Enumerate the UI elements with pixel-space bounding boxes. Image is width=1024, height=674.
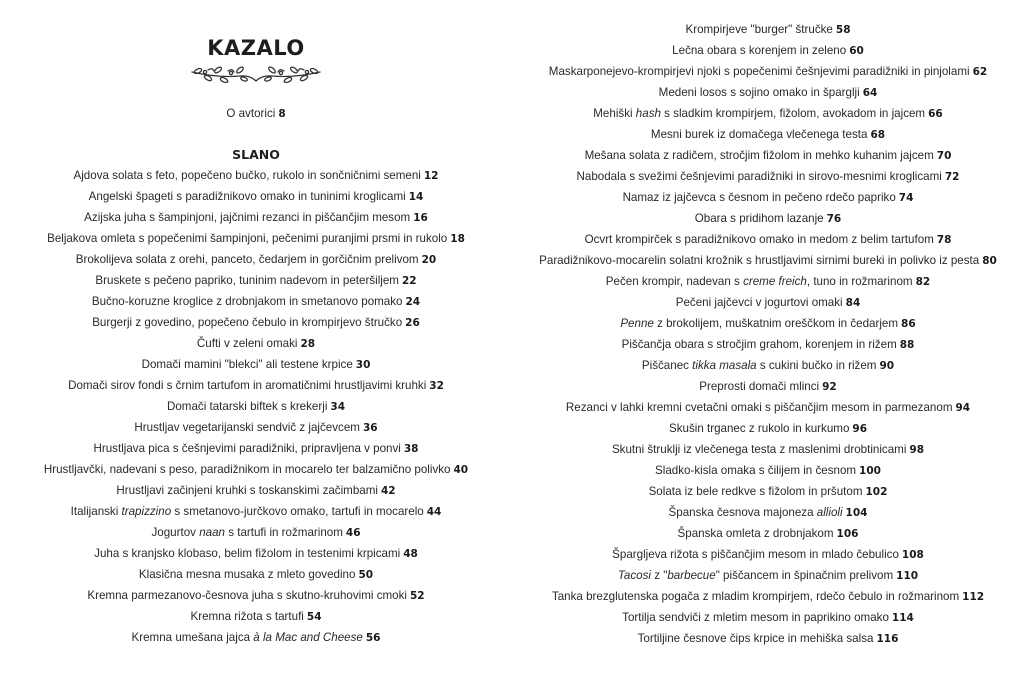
- toc-entry-about[interactable]: [0, 106, 512, 127]
- entry-title: [612, 548, 899, 561]
- entry-title-text: Beljakova omleta s popečenimi šampinjoni, pečenimi puranjimi prsmi in rukolo: [47, 232, 448, 245]
- page-number: 44: [426, 506, 442, 518]
- entry-title: [622, 611, 889, 624]
- toc-entry[interactable]: [0, 441, 512, 462]
- toc-entry[interactable]: [0, 168, 512, 189]
- entry-title: [612, 443, 906, 456]
- page-number: 38: [403, 443, 419, 455]
- toc-entry[interactable]: [512, 547, 1024, 568]
- page-number: 88: [899, 339, 915, 351]
- page-number: 54: [306, 611, 322, 623]
- toc-entry[interactable]: [0, 315, 512, 336]
- toc-entry[interactable]: [512, 589, 1024, 610]
- entry-title: [549, 65, 970, 78]
- entry-title-text: Medeni losos s sojino omako in šparglji: [658, 86, 860, 99]
- page-number: 30: [355, 359, 371, 371]
- entry-title-text: Piščanec: [641, 359, 693, 372]
- toc-entry[interactable]: [512, 85, 1024, 106]
- entry-title: [699, 380, 819, 393]
- page-number: 46: [345, 527, 361, 539]
- toc-entry[interactable]: [0, 525, 512, 546]
- toc-entry[interactable]: [512, 106, 1024, 127]
- entry-title-text: Pečen krompir, nadevan s: [605, 275, 744, 288]
- entry-title-text: Šparglјeva rižota s piščančjim mesom in mlado čebulico: [612, 548, 899, 561]
- toc-entry[interactable]: [512, 526, 1024, 547]
- page-number: 20: [421, 254, 437, 266]
- page-number: 22: [401, 275, 417, 287]
- toc-entry[interactable]: [512, 190, 1024, 211]
- entry-title: [84, 211, 410, 224]
- toc-entry[interactable]: [512, 484, 1024, 505]
- entry-title-text: Nabodala s svežimi češnjevimi paradižniki in sirovo-mesnimi kroglicami: [576, 170, 942, 183]
- entry-title-text: Angelski špageti s paradižnikovo omako in tuninimi kroglicami: [88, 190, 406, 203]
- entry-title: [676, 296, 843, 309]
- entry-title: [539, 254, 979, 267]
- entry-title: [622, 338, 897, 351]
- entry-title: [68, 379, 426, 392]
- toc-entry[interactable]: [512, 610, 1024, 631]
- page-number: 114: [891, 612, 914, 624]
- entry-title: [638, 632, 874, 645]
- entry-title: [585, 149, 934, 162]
- entry-title: O avtorici: [226, 107, 276, 120]
- toc-entry[interactable]: [0, 504, 512, 525]
- page-number: 8: [278, 108, 286, 120]
- entry-title: [695, 212, 824, 225]
- toc-entry[interactable]: [512, 505, 1024, 526]
- entry-title: [649, 485, 863, 498]
- entry-title-text: Kremna parmezanovo-česnova juha s skutno-kruhovimi cmoki: [87, 589, 407, 602]
- toc-entry[interactable]: [0, 210, 512, 231]
- entry-title-italic: tikka masala: [692, 359, 757, 372]
- page-number: 104: [845, 507, 868, 519]
- entry-title-text: " piščancem in špinačnim prelivom: [715, 569, 894, 582]
- entry-title: [94, 442, 401, 455]
- toc-entry[interactable]: [0, 609, 512, 630]
- entry-title-text: Domači tatarski biftek s krekerji: [166, 400, 328, 413]
- entry-title-italic: Tacosi: [617, 569, 651, 582]
- toc-entry[interactable]: [0, 483, 512, 504]
- toc-entry[interactable]: [0, 546, 512, 567]
- entry-title-text: Mešana solata z radičem, stročjim fižolom in mehko kuhanim jajcem: [584, 149, 934, 162]
- entry-title-italic: à la Mac and Cheese: [253, 631, 363, 644]
- entry-title-text: Lečna obara s korenjem in zeleno: [672, 44, 847, 57]
- entry-title-text: Tortilja sendviči z mletim mesom in paprikino omako: [622, 611, 889, 624]
- entry-title-text: Rezanci v lahki kremni cvetačni omaki s piščančjim mesom in parmezanom: [565, 401, 953, 414]
- toc-entry[interactable]: [512, 232, 1024, 253]
- toc-entry[interactable]: [0, 336, 512, 357]
- toc-entry[interactable]: [512, 169, 1024, 190]
- entry-title: [669, 422, 849, 435]
- entry-title-italic: creme freich: [743, 275, 807, 288]
- page-number: 94: [955, 402, 971, 414]
- entry-title: [134, 421, 360, 434]
- entry-title-text: Italijanski: [70, 505, 122, 518]
- page-number: 78: [936, 234, 952, 246]
- entry-title-text: , tuno in rožmarinom: [806, 275, 913, 288]
- toc-entry[interactable]: [512, 295, 1024, 316]
- entry-title-text: Krompirjeve "burger" štručke: [685, 23, 833, 36]
- page-number: 80: [982, 255, 997, 267]
- toc-entry[interactable]: [512, 631, 1024, 652]
- entry-title-text: Hrustljava pica s češnjevimi paradižniki, pripravljena v ponvi: [93, 442, 401, 455]
- entry-title: [606, 275, 913, 288]
- entry-title: [585, 233, 934, 246]
- entry-title-text: Kremna rižota s tartufi: [190, 610, 304, 623]
- entry-title-text: s smetanovo-jurčkovo omako, tartufi in mocarelo: [171, 505, 424, 518]
- entry-title: [47, 232, 447, 245]
- entry-title-text: Ocvrt krompirček s paradižnikovo omako in medom z belim tartufom: [584, 233, 934, 246]
- entry-title: [566, 401, 953, 414]
- entry-title-italic: naan: [199, 526, 225, 539]
- entry-title-text: Domači sirov fondi s črnim tartufom in aromatičnimi hrustljavimi kruhki: [68, 379, 427, 392]
- page-number: 82: [915, 276, 931, 288]
- page-number: 58: [835, 24, 851, 36]
- toc-list-left: [0, 168, 512, 651]
- toc-entry[interactable]: [512, 442, 1024, 463]
- entry-title-italic: Penne: [620, 317, 654, 330]
- entry-title: [142, 358, 353, 371]
- entry-title-text: Obara s pridihom lazanje: [694, 212, 824, 225]
- entry-title-text: Španska omleta z drobnjakom: [677, 527, 834, 540]
- toc-entry[interactable]: [512, 316, 1024, 337]
- toc-entry[interactable]: [0, 252, 512, 273]
- entry-title: [74, 169, 421, 182]
- entry-title: [92, 316, 402, 329]
- entry-title-italic: hash: [635, 107, 661, 120]
- entry-title-text: Brokolijeva solata z orehi, panceto, čedarjem in gorčičnim prelivom: [75, 253, 419, 266]
- entry-title-italic: barbecue: [667, 569, 716, 582]
- entry-title-italic: trapizzino: [121, 505, 172, 518]
- page-number: 90: [879, 360, 895, 372]
- page-number: 64: [862, 87, 878, 99]
- page-number: 18: [450, 233, 465, 245]
- entry-title-text: Jogurtov: [151, 526, 200, 539]
- entry-title: [659, 86, 860, 99]
- toc-entry[interactable]: [512, 337, 1024, 358]
- toc-entry[interactable]: [512, 22, 1024, 43]
- page-number: 26: [405, 317, 420, 329]
- page-number: 74: [898, 192, 914, 204]
- entry-title-text: Sladko-kisla omaka s čilijem in česnom: [655, 464, 857, 477]
- page-number: 106: [836, 528, 859, 540]
- entry-title: [89, 190, 406, 203]
- toc-entry[interactable]: [512, 379, 1024, 400]
- entry-title: [669, 506, 843, 519]
- entry-title: [92, 295, 403, 308]
- entry-title-text: Namaz iz jajčevca s česnom in pečeno rdečo papriko: [622, 191, 896, 204]
- toc-entry[interactable]: [0, 357, 512, 378]
- entry-title: [190, 610, 303, 623]
- entry-title-text: Tortiljine česnove čips krpice in mehiška salsa: [637, 632, 874, 645]
- floral-vine-divider-icon: [188, 64, 324, 86]
- toc-entry[interactable]: [512, 127, 1024, 148]
- entry-title-text: s cukini bučko in rižem: [756, 359, 877, 372]
- entry-title: [167, 400, 327, 413]
- page-number: 72: [944, 171, 960, 183]
- toc-entry[interactable]: [0, 294, 512, 315]
- entry-title: [94, 547, 400, 560]
- entry-title-text: Ajdova solata s feto, popečeno bučko, rukolo in sončničnimi semeni: [73, 169, 421, 182]
- toc-entry[interactable]: [0, 189, 512, 210]
- toc-entry[interactable]: [0, 378, 512, 399]
- entry-title-text: Solata iz bele redkve s fižolom in pršutom: [648, 485, 863, 498]
- toc-entry[interactable]: [512, 358, 1024, 379]
- entry-title-text: Hrustljavi začinjeni kruhki s toskanskimi začimbami: [116, 484, 378, 497]
- entry-title-text: Domači mamini "blekci" ali testene krpice: [141, 358, 353, 371]
- entry-title-text: Klasična mesna musaka z mleto govedino: [138, 568, 356, 581]
- page-number: 92: [822, 381, 837, 393]
- entry-title: [116, 484, 378, 497]
- entry-title-text: Paradižnikovo-mocarelin solatni krožnik s hrustljavimi sirnimi bureki in polivko iz pesta: [539, 254, 980, 267]
- entry-title: [618, 569, 893, 582]
- entry-title-text: Piščančja obara s stročjim grahom, korenjem in rižem: [621, 338, 897, 351]
- toc-entry[interactable]: [512, 421, 1024, 442]
- page-number: 86: [901, 318, 916, 330]
- entry-title: [87, 589, 407, 602]
- page-number: 12: [423, 170, 439, 182]
- page-number: 84: [845, 297, 861, 309]
- entry-title-text: Bruskete s pečeno papriko, tuninim nadevom in peteršiljem: [95, 274, 399, 287]
- page-title: KAZALO: [207, 36, 305, 60]
- toc-entry[interactable]: [512, 274, 1024, 295]
- toc-entry[interactable]: [0, 420, 512, 441]
- page-number: 56: [365, 632, 381, 644]
- entry-title-text: Burgerji z govedino, popečeno čebulo in krompirjevo štručko: [92, 316, 403, 329]
- entry-title: [197, 337, 298, 350]
- toc-entry[interactable]: [0, 399, 512, 420]
- toc-entry[interactable]: [512, 211, 1024, 232]
- entry-title: [678, 527, 834, 540]
- page-number: 76: [826, 213, 842, 225]
- entry-title: [623, 191, 896, 204]
- toc-entry[interactable]: [512, 463, 1024, 484]
- page-number: 70: [936, 150, 952, 162]
- entry-title-text: Kremna umešana jajca: [131, 631, 254, 644]
- toc-entry[interactable]: [512, 43, 1024, 64]
- page-number: 34: [330, 401, 346, 413]
- page-number: 60: [849, 45, 864, 57]
- page-number: 102: [865, 486, 888, 498]
- entry-title: [672, 44, 846, 57]
- entry-title-text: s sladkim krompirjem, fižolom, avokadom in jajcem: [660, 107, 926, 120]
- entry-title: [44, 463, 451, 476]
- entry-title-text: Čufti v zeleni omaki: [196, 337, 298, 350]
- page-number: 52: [409, 590, 425, 602]
- entry-title-text: Mesni burek iz domačega vlečenega testa: [650, 128, 868, 141]
- entry-title: [132, 631, 363, 644]
- entry-title: [651, 128, 868, 141]
- entry-title-text: z brokolijem, muškatnim oreščkom in čedarjem: [653, 317, 899, 330]
- page-number: 100: [859, 465, 881, 477]
- toc-entry[interactable]: [0, 462, 512, 483]
- entry-title-text: Preprosti domači mlinci: [699, 380, 820, 393]
- entry-title-text: Juha s kranjsko klobaso, belim fižolom in testenimi krpicami: [94, 547, 401, 560]
- entry-title-text: Skutni štruklji iz vlečenega testa z maslenimi drobtinicami: [611, 443, 907, 456]
- page-number: 16: [413, 212, 428, 224]
- page-number: 108: [901, 549, 924, 561]
- entry-title-italic: allioli: [816, 506, 843, 519]
- toc-list-right: [512, 22, 1024, 652]
- entry-title: [95, 274, 399, 287]
- entry-title-text: Hrustljav vegetarijanski sendvič z jajčevcem: [134, 421, 360, 434]
- entry-title-text: Bučno-koruzne kroglice z drobnjakom in smetanovo pomako: [91, 295, 403, 308]
- entry-title: [71, 505, 424, 518]
- entry-title: [642, 359, 877, 372]
- toc-entry[interactable]: [0, 630, 512, 651]
- entry-title-text: Hrustljavčki, nadevani s peso, paradižnikom in mocarelo ter balzamično polivko: [43, 463, 451, 476]
- entry-title-text: Skušin trganec z rukolo in kurkumo: [668, 422, 850, 435]
- toc-entry[interactable]: [512, 148, 1024, 169]
- entry-title-text: Španska česnova majoneza: [668, 506, 817, 519]
- entry-title: [552, 590, 959, 603]
- entry-title: [620, 317, 898, 330]
- toc-entry[interactable]: [0, 273, 512, 294]
- toc-entry[interactable]: [512, 253, 1024, 274]
- section-heading-slano: SLANO: [232, 147, 280, 162]
- page-number: 110: [896, 570, 919, 582]
- entry-title-text: Azijska juha s šampinjoni, jajčnimi rezanci in piščančjim mesom: [84, 211, 411, 224]
- page-number: 36: [362, 422, 378, 434]
- entry-title-text: s tartufi in rožmarinom: [224, 526, 343, 539]
- entry-title: [593, 107, 925, 120]
- entry-title: [655, 464, 856, 477]
- page-number: 96: [852, 423, 868, 435]
- page-number: 116: [876, 633, 899, 645]
- page-number: 40: [453, 464, 469, 476]
- entry-title-text: Pečeni jajčevci v jogurtovi omaki: [675, 296, 843, 309]
- entry-title: [577, 170, 942, 183]
- entry-title: [139, 568, 356, 581]
- entry-title-text: Tanka brezglutenska pogača z mladim krompirjem, rdečo čebulo in rožmarinom: [551, 590, 960, 603]
- entry-title-text: Maskarponejevo-krompirjevi njoki s popečenimi češnjevimi paradižniki in pinjolami: [548, 65, 970, 78]
- toc-entry[interactable]: [512, 400, 1024, 421]
- page-number: 42: [380, 485, 396, 497]
- entry-title-text: z ": [651, 569, 668, 582]
- toc-entry[interactable]: [0, 588, 512, 609]
- page-number: 32: [429, 380, 444, 392]
- page-number: 68: [870, 129, 886, 141]
- page-number: 28: [300, 338, 316, 350]
- page-number: 48: [403, 548, 418, 560]
- page-number: 112: [962, 591, 985, 603]
- toc-entry[interactable]: [512, 568, 1024, 589]
- entry-title: [685, 23, 832, 36]
- entry-title-text: Mehiški: [593, 107, 636, 120]
- entry-title: [151, 526, 342, 539]
- page-number: 24: [405, 296, 421, 308]
- toc-entry[interactable]: [512, 64, 1024, 85]
- page-number: 14: [408, 191, 424, 203]
- toc-entry[interactable]: [0, 231, 512, 252]
- toc-entry[interactable]: [0, 567, 512, 588]
- page-number: 50: [358, 569, 374, 581]
- page-number: 62: [972, 66, 988, 78]
- page-number: 66: [928, 108, 943, 120]
- page-number: 98: [909, 444, 925, 456]
- entry-title: [76, 253, 419, 266]
